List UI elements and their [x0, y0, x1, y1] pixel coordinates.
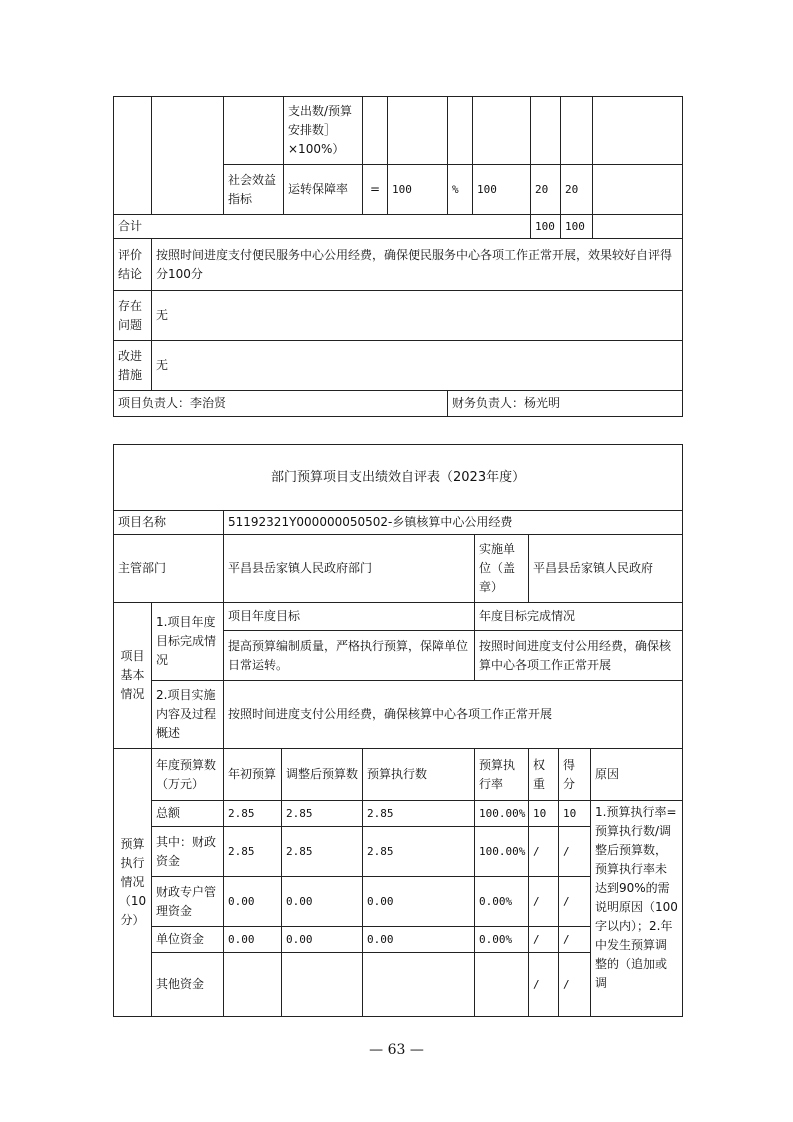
row-name: 其他资金 [152, 953, 224, 1017]
row-score: / [559, 827, 591, 877]
row-executed [363, 953, 475, 1017]
row-weight: / [529, 877, 559, 927]
row-weight: / [529, 927, 559, 953]
row-executed: 0.00 [363, 877, 475, 927]
dept: 平昌县岳家镇人民政府部门 [224, 535, 475, 603]
indicator-type: 社会效益指标 [224, 165, 284, 215]
header-executed: 预算执行数 [363, 749, 475, 801]
unit: % [448, 165, 473, 215]
content-label: 2.项目实施内容及过程概述 [152, 681, 224, 749]
row-executed: 2.85 [363, 827, 475, 877]
row-name: 财政专户管理资金 [152, 877, 224, 927]
blank-cell [593, 97, 683, 165]
row-weight: / [529, 827, 559, 877]
header-adjusted: 调整后预算数 [282, 749, 363, 801]
row-adjusted: 2.85 [282, 827, 363, 877]
blank-cell [593, 215, 683, 239]
goal-head: 项目年度目标 [224, 603, 475, 631]
blank-cell [561, 97, 593, 165]
row-rate [475, 953, 529, 1017]
row-initial: 2.85 [224, 801, 282, 827]
goal-text: 提高预算编制质量，严格执行预算，保障单位日常运转。 [224, 631, 475, 681]
blank-cell [473, 97, 531, 165]
row-name: 其中：财政资金 [152, 827, 224, 877]
row-initial: 0.00 [224, 877, 282, 927]
row-score: / [559, 953, 591, 1017]
row-rate: 100.00% [475, 801, 529, 827]
header-reason: 原因 [591, 749, 683, 801]
eval-label: 评价结论 [114, 239, 152, 291]
blank-cell [152, 97, 224, 215]
weight: 20 [531, 165, 561, 215]
basic-label: 项目基本情况 [114, 603, 152, 749]
target-value: 100 [388, 165, 448, 215]
goal-label: 1.项目年度目标完成情况 [152, 603, 224, 681]
done-text: 按照时间进度支付公用经费，确保核算中心各项工作正常开展 [475, 631, 683, 681]
eval-text: 按照时间进度支付便民服务中心公用经费，确保便民服务中心各项工作正常开展，效果较好自评得分100分 [152, 239, 683, 291]
project-name-label: 项目名称 [114, 511, 224, 535]
row-rate: 100.00% [475, 827, 529, 877]
row-weight: / [529, 953, 559, 1017]
blank-cell [448, 97, 473, 165]
row-score: / [559, 877, 591, 927]
row-initial: 0.00 [224, 927, 282, 953]
row-adjusted: 2.85 [282, 801, 363, 827]
blank-cell [114, 97, 152, 215]
blank-cell [531, 97, 561, 165]
header-rate: 预算执行率 [475, 749, 529, 801]
content-text: 按照时间进度支付公用经费，确保核算中心各项工作正常开展 [224, 681, 683, 749]
impl-unit: 平昌县岳家镇人民政府 [529, 535, 683, 603]
done-head: 年度目标完成情况 [475, 603, 683, 631]
row-initial [224, 953, 282, 1017]
blank-cell [224, 97, 284, 165]
header-score: 得分 [559, 749, 591, 801]
indicator-cell: 支出数/预算安排数］×100%） [284, 97, 363, 165]
row-executed: 0.00 [363, 927, 475, 953]
row-rate: 0.00% [475, 877, 529, 927]
issues-text: 无 [152, 291, 683, 341]
blank-cell [388, 97, 448, 165]
form-title: 部门预算项目支出绩效自评表（2023年度） [114, 445, 683, 511]
row-adjusted: 0.00 [282, 927, 363, 953]
budget-label: 预算执行情况（10分） [114, 749, 152, 1017]
total-weight: 100 [531, 215, 561, 239]
project-signer: 项目负责人：李治贤 [114, 391, 448, 417]
header-initial: 年初预算 [224, 749, 282, 801]
row-name: 总额 [152, 801, 224, 827]
row-score: / [559, 927, 591, 953]
dept-label: 主管部门 [114, 535, 224, 603]
header-annual: 年度预算数（万元） [152, 749, 224, 801]
reason-text: 1.预算执行率=预算执行数/调整后预算数，预算执行率未达到90%的需说明原因（100字以内）；2.年中发生预算调整的（追加或调 [591, 801, 683, 1017]
row-score: 10 [559, 801, 591, 827]
row-name: 单位资金 [152, 927, 224, 953]
score: 20 [561, 165, 593, 215]
blank-cell [363, 97, 388, 165]
header-weight: 权重 [529, 749, 559, 801]
issues-label: 存在问题 [114, 291, 152, 341]
actual-value: 100 [473, 165, 531, 215]
measures-label: 改进措施 [114, 341, 152, 391]
operator: = [363, 165, 388, 215]
measures-text: 无 [152, 341, 683, 391]
top-table [113, 96, 683, 417]
row-initial: 2.85 [224, 827, 282, 877]
row-executed: 2.85 [363, 801, 475, 827]
finance-signer: 财务负责人：杨光明 [448, 391, 683, 417]
row-adjusted [282, 953, 363, 1017]
total-score: 100 [561, 215, 593, 239]
page-number: — 63 — [369, 1042, 424, 1058]
evaluation-form [113, 444, 683, 1017]
impl-label: 实施单位（盖章） [475, 535, 529, 603]
project-name: 51192321Y000000050502-乡镇核算中心公用经费 [224, 511, 683, 535]
blank-cell [593, 165, 683, 215]
row-weight: 10 [529, 801, 559, 827]
total-label: 合计 [114, 215, 531, 239]
row-adjusted: 0.00 [282, 877, 363, 927]
indicator-name: 运转保障率 [284, 165, 363, 215]
row-rate: 0.00% [475, 927, 529, 953]
